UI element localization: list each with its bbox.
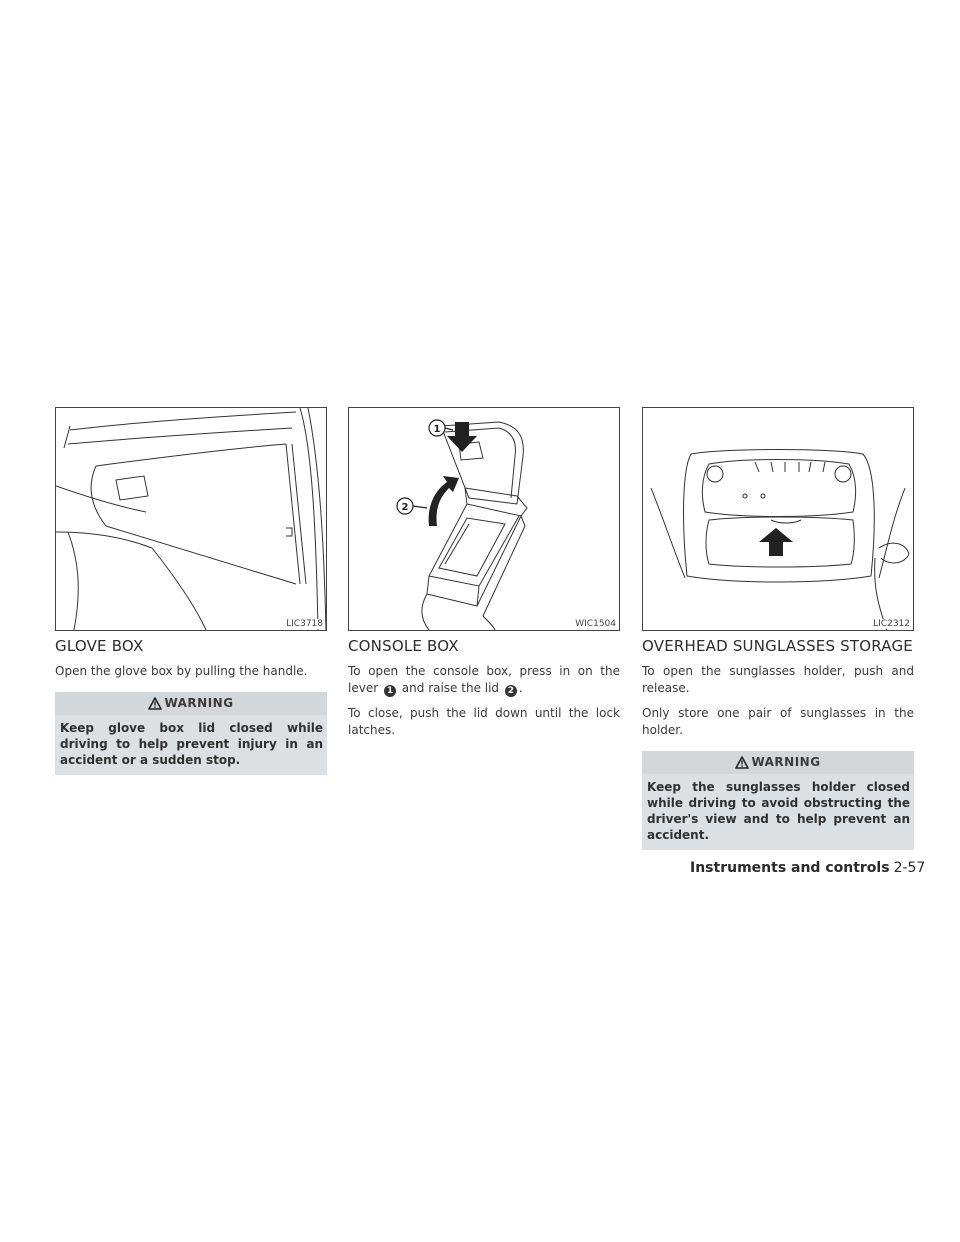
page-number: 2-57 bbox=[893, 860, 926, 876]
section-title: OVERHEAD SUNGLASSES STORAGE bbox=[642, 637, 913, 655]
warning-box bbox=[642, 751, 914, 850]
figure-callout-1: 1 bbox=[433, 424, 441, 435]
glove-box-figure bbox=[55, 407, 327, 631]
callout-2-badge: 2 bbox=[505, 685, 517, 697]
warning-icon bbox=[735, 756, 749, 769]
body-text: Open the glove box by pulling the handle. bbox=[55, 664, 308, 678]
warning-icon bbox=[148, 697, 162, 710]
figure-code: LIC2312 bbox=[873, 619, 910, 629]
figure-code: LIC3718 bbox=[286, 619, 323, 629]
body-text-store: Only store one pair of sunglasses in the holder. bbox=[642, 706, 914, 737]
console-box-illustration bbox=[349, 408, 619, 630]
sunglasses-figure bbox=[642, 407, 914, 631]
warning-header bbox=[55, 692, 327, 715]
body-text-open bbox=[348, 663, 620, 697]
body-text-open: To open the sunglasses holder, push and release. bbox=[642, 664, 914, 695]
warning-text: Keep the sunglasses holder closed while driving to avoid obstructing the driver's view and to help prevent an accident. bbox=[647, 780, 910, 842]
text-part: To open the console box, press in on the lever bbox=[348, 664, 620, 695]
text-part: . bbox=[518, 681, 523, 695]
text-part: and raise the lid bbox=[401, 681, 500, 695]
sunglasses-illustration bbox=[643, 408, 913, 630]
footer-section-name: Instruments and controls bbox=[690, 860, 890, 876]
glove-box-section bbox=[55, 407, 327, 775]
page-footer bbox=[690, 860, 926, 876]
warning-header bbox=[642, 751, 914, 774]
warning-box bbox=[55, 692, 327, 775]
figure-code: WIC1504 bbox=[575, 619, 616, 629]
section-title: GLOVE BOX bbox=[55, 637, 144, 655]
body-text-close: To close, push the lid down until the lock latches. bbox=[348, 706, 620, 737]
console-box-section bbox=[348, 407, 620, 739]
glove-box-illustration bbox=[56, 408, 326, 630]
section-title: CONSOLE BOX bbox=[348, 637, 459, 655]
warning-label: WARNING bbox=[164, 696, 234, 710]
figure-callout-2: 2 bbox=[401, 502, 409, 513]
console-box-figure bbox=[348, 407, 620, 631]
warning-label: WARNING bbox=[751, 755, 821, 769]
callout-1-badge: 1 bbox=[384, 685, 396, 697]
warning-text: Keep glove box lid closed while driving to help prevent injury in an accident or a sudden stop. bbox=[60, 721, 323, 767]
sunglasses-section bbox=[642, 407, 914, 850]
